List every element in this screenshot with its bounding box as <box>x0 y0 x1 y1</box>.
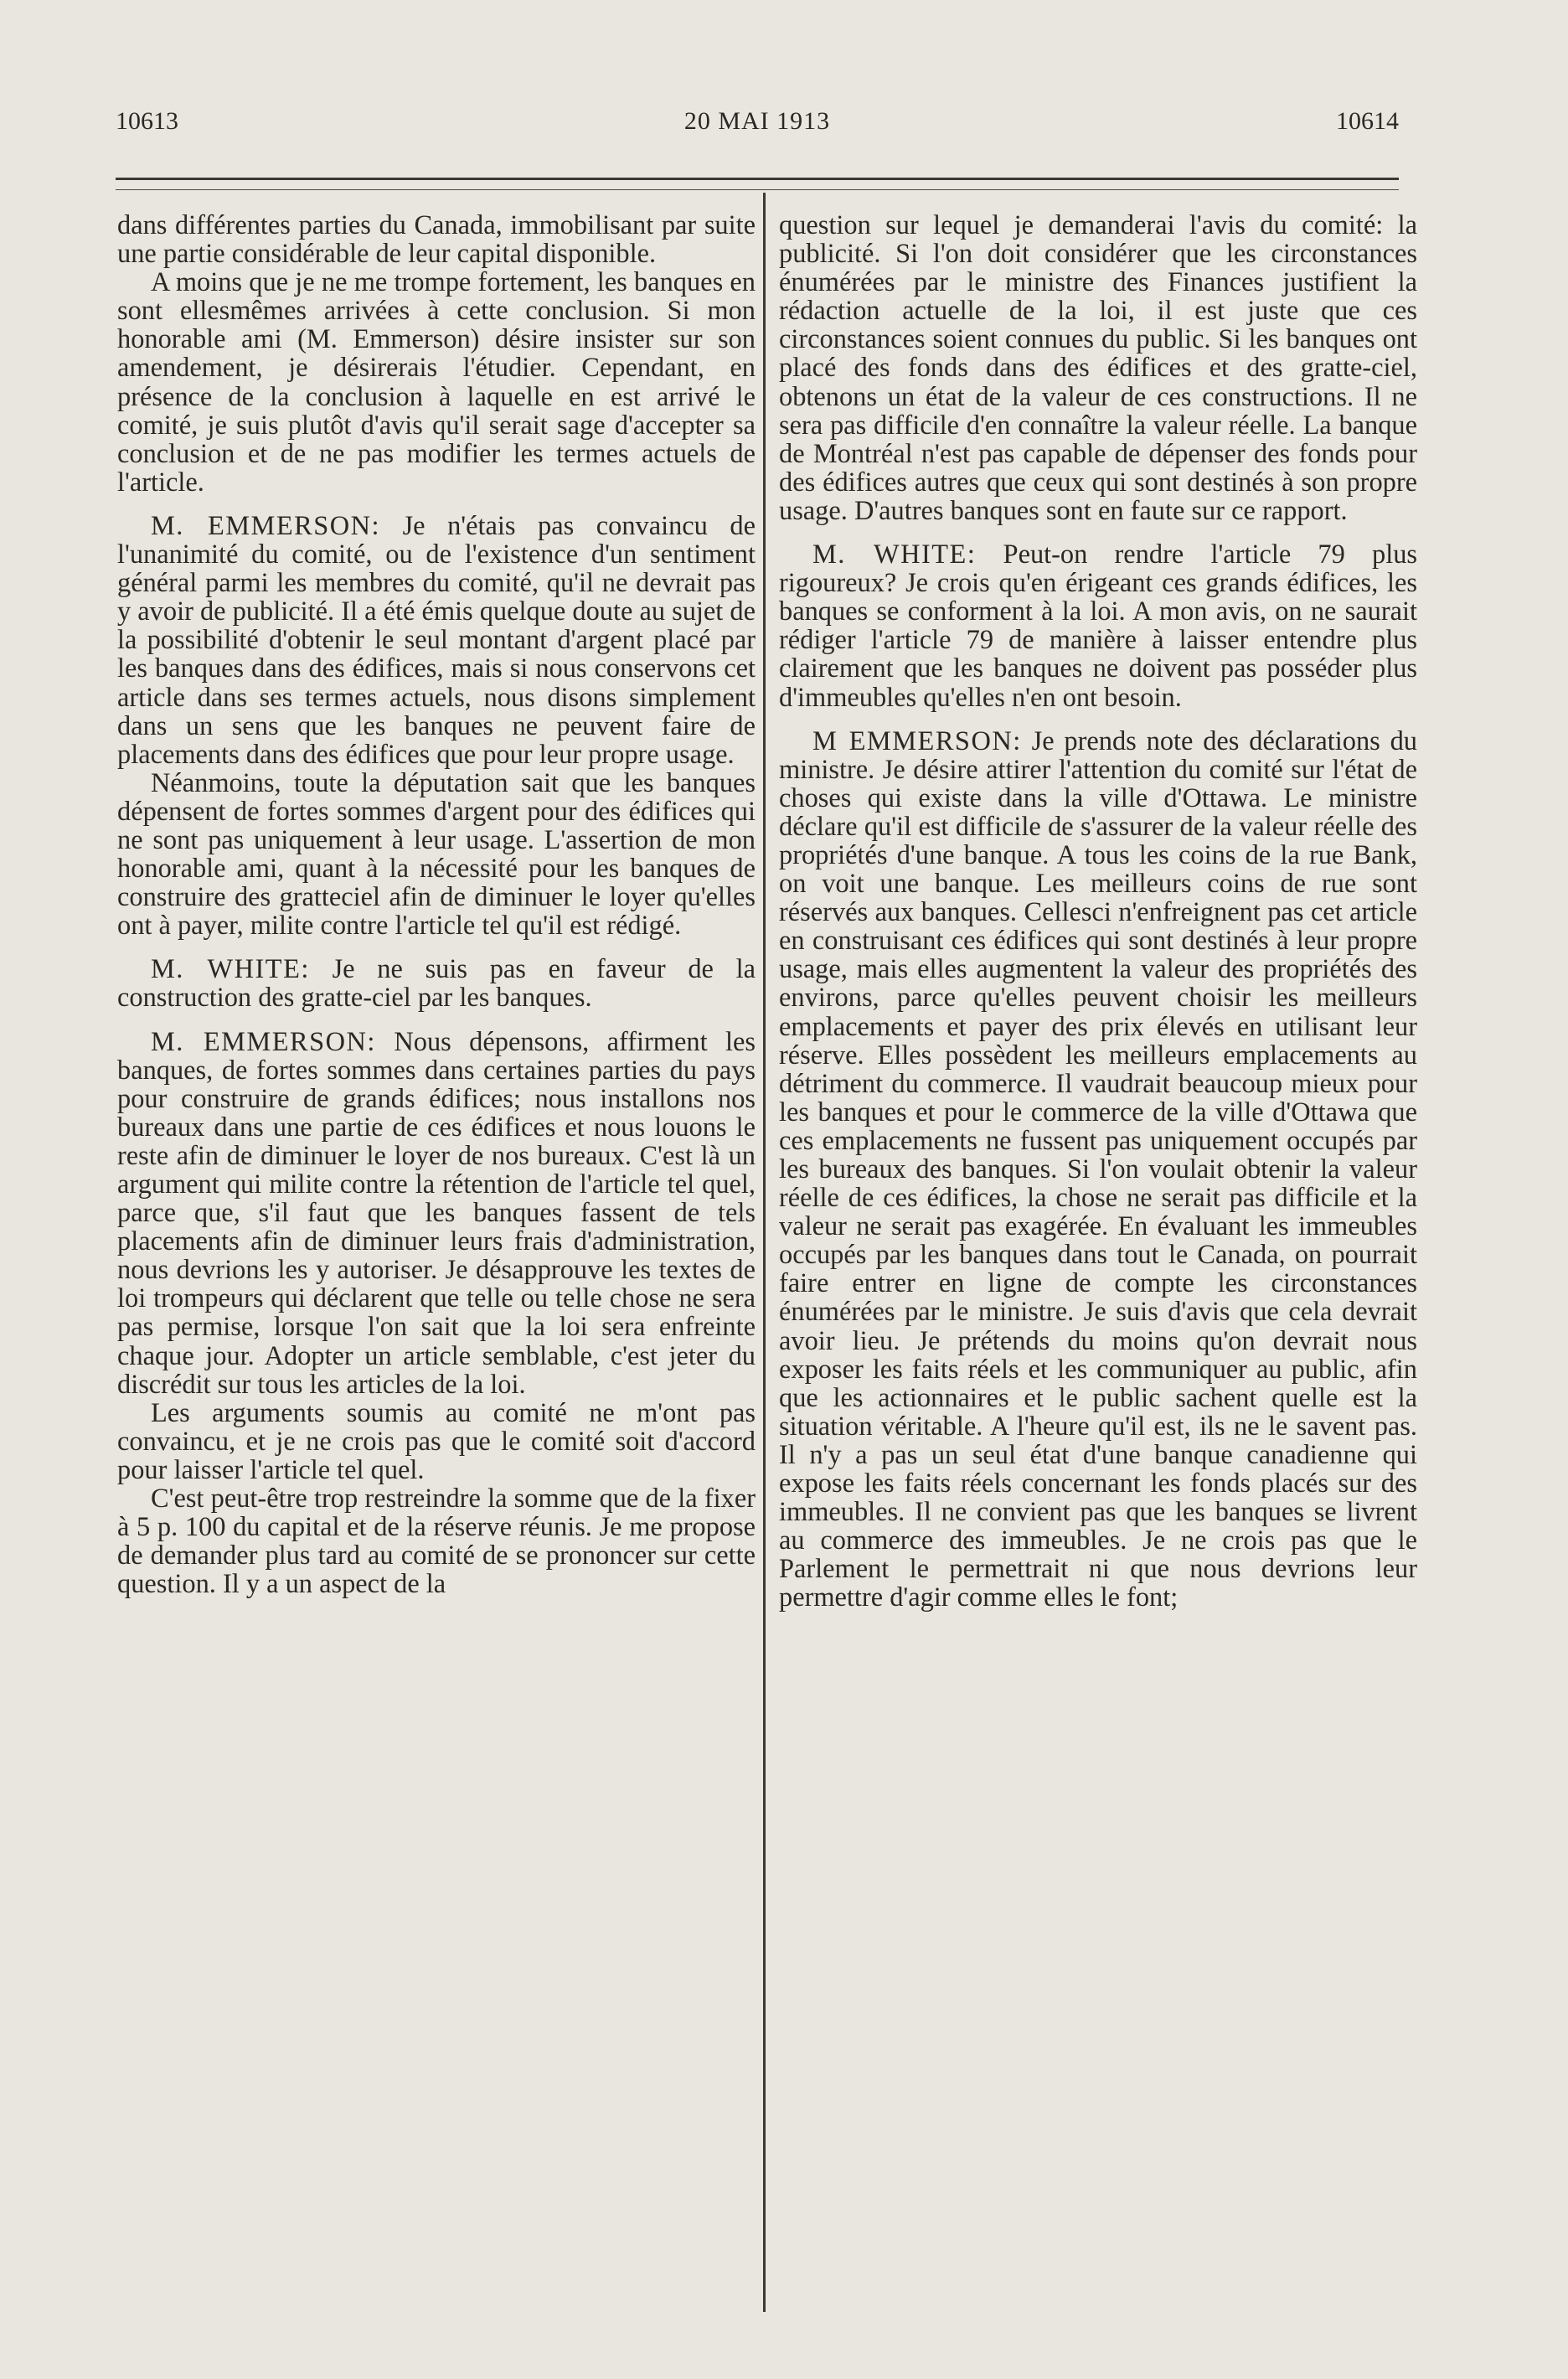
left-column <box>117 211 756 1598</box>
paragraph <box>779 727 1417 1613</box>
paragraph-text: Les arguments soumis au comité ne m'ont pas convaincu, et je ne crois pas que le comité soit d'accord pour laisser l'article tel quel. <box>117 1397 756 1485</box>
paragraph <box>779 211 1417 525</box>
right-page-number: 10614 <box>1336 107 1399 135</box>
paragraph-text: C'est peut-être trop restreindre la somme que de la fixer à 5 p. 100 du capital et de la réserve réunis. Je me propose de demander plus tard au comité de se prononcer sur cette question. Il y a un aspect de la <box>117 1484 756 1600</box>
right-column <box>779 211 1417 1613</box>
header-date: 20 MAI 1913 <box>683 107 831 135</box>
paragraph <box>117 1399 756 1484</box>
speaker-name: M EMMERSON: <box>812 725 1022 756</box>
paragraph <box>117 955 756 1012</box>
paragraph <box>117 1484 756 1598</box>
speaker-name: M. EMMERSON: <box>151 1026 376 1057</box>
paragraph-text: Je ne suis pas en faveur de la construction des gratte-ciel par les banques. <box>117 954 756 1014</box>
paragraph-text: Je n'étais pas convaincu de l'unanimité du comité, ou de l'existence d'un sentiment général parmi les membres du comité, qu'il ne devrait pas y avoir de publicité. Il a été émis quelque doute au sujet de la possibilité d'obtenir le seul montant d'argent placé par les banques dans des édifices, mais si nous conservons cet article dans ses termes actuels, nous disons simplement dans un sens que les banques ne peuvent faire de placements dans des édifices que pour leur propre usage. <box>117 510 756 770</box>
paragraph <box>117 211 756 268</box>
paragraph <box>117 512 756 769</box>
paragraph-text: Peut-on rendre l'article 79 plus rigoureux? Je crois qu'en érigeant ces grands édifices, les banques se conforment à la loi. A mon avis, on ne saurait rédiger l'article 79 de manière à laisser entendre plus clairement que les banques ne doivent pas posséder plus d'immeubles qu'elles n'en ont besoin. <box>779 539 1417 713</box>
paragraph-text: Néanmoins, toute la députation sait que les banques dépensent de fortes sommes d'argent pour des édifices qui ne sont pas uniquement à leur usage. L'assertion de mon honorable ami, quant à la nécessité pour les banques de construire des gratteciel afin de diminuer le loyer qu'elles ont à payer, milite contre l'article tel qu'il est rédigé. <box>117 767 756 942</box>
left-page-number: 10613 <box>116 107 178 135</box>
header-rule-thin <box>116 189 1399 190</box>
paragraph-text: Je prends note des déclarations du ministre. Je désire attirer l'attention du comité sur l'état de choses qui existe dans la ville d'Ottawa. Le ministre déclare qu'il est difficile de s'assurer de la valeur réelle des propriétés d'une banque. A tous les coins de la rue Bank, on voit une banque. Les meilleurs coins de rue sont réservés aux banques. Cellesci n'enfreignent pas cet article en construisant ces édifices qui sont destinés à leur propre usage, mais elles augmentent la valeur des propriétés des environs, parce qu'elles peuvent choisir les meilleurs emplacements et payer des prix élevés en utilisant leur réserve. Elles possèdent les meilleurs emplacements au détriment du commerce. Il vaudrait beaucoup mieux pour les banques et pour le commerce de la ville d'Ottawa que ces emplacements ne fussent pas uniquement occupés par les bureaux des banques. Si l'on voulait obtenir la valeur réelle de ces édifices, la chose ne serait pas difficile et la valeur ne serait pas exagérée. En évaluant les immeubles occupés par les banques dans tout le Canada, on pourrait faire entrer en ligne de compte les circonstances énumérées par le ministre. Je suis d'avis que cela devrait avoir lieu. Je prétends du moins qu'on devrait nous exposer les faits réels et les communiquer au public, afin que les actionnaires et le public sachent quelle est la situation véritable. A l'heure qu'il est, ils ne le savent pas. Il n'y a pas un seul état d'une banque canadienne qui expose les faits réels concernant les fonds placés sur des immeubles. Il ne convient pas que les banques se livrent au commerce des immeubles. Je ne crois pas que le Parlement le permettrait ni que nous devrions leur permettre d'agir comme elles le font; <box>779 725 1417 1613</box>
paragraph <box>117 1028 756 1399</box>
speaker-name: M. EMMERSON: <box>151 510 381 541</box>
paragraph-text: question sur lequel je demanderai l'avis du comité: la publicité. Si l'on doit considérer que les circonstances énumérées par le ministre des Finances justifient la rédaction actuelle de la loi, il est juste que ces circonstances soient connues du public. Si les banques ont placé des fonds dans des édifices et des gratte-ciel, obtenons un état de la valeur de ces constructions. Il ne sera pas difficile d'en connaître la valeur réelle. La banque de Montréal n'est pas capable de dépenser des fonds pour des édifices autres que ceux qui sont destinés à son propre usage. D'autres banques sont en faute sur ce rapport. <box>779 210 1417 526</box>
paragraph-text: A moins que je ne me trompe fortement, les banques en sont ellesmêmes arrivées à cette conclusion. Si mon honorable ami (M. Emmerson) désire insister sur son amendement, je désirerais l'étudier. Cependant, en présence de la conclusion à laquelle en est arrivé le comité, je suis plutôt d'avis qu'il serait sage d'accepter sa conclusion et de ne pas modifier les termes actuels de l'article. <box>117 267 756 498</box>
page-header <box>116 107 1399 149</box>
column-divider <box>763 193 766 2312</box>
speaker-name: M. WHITE: <box>151 954 310 985</box>
paragraph-text: Nous dépensons, affirment les banques, de fortes sommes dans certaines parties du pays pour construire de grands édifices; nous installons nos bureaux dans une partie de ces édifices et nous louons le reste afin de diminuer le loyer de nos bureaux. C'est là un argument qui milite contre la rétention de l'article tel quel, parce que, s'il faut que les banques fassent de tels placements afin de diminuer leurs frais d'administration, nous devrions les y autoriser. Je désapprouve les textes de loi trompeurs qui déclarent que telle ou telle chose ne sera pas permise, lorsque l'on sait que la loi sera enfreinte chaque jour. Adopter un article semblable, c'est jeter du discrédit sur tous les articles de la loi. <box>117 1026 756 1400</box>
paragraph <box>117 268 756 497</box>
paragraph-text: dans différentes parties du Canada, immobilisant par suite une partie considérable de leur capital disponible. <box>117 210 756 270</box>
speaker-name: M. WHITE: <box>812 539 977 570</box>
header-rule-thick <box>116 178 1399 180</box>
paragraph <box>117 769 756 941</box>
paragraph <box>779 540 1417 712</box>
